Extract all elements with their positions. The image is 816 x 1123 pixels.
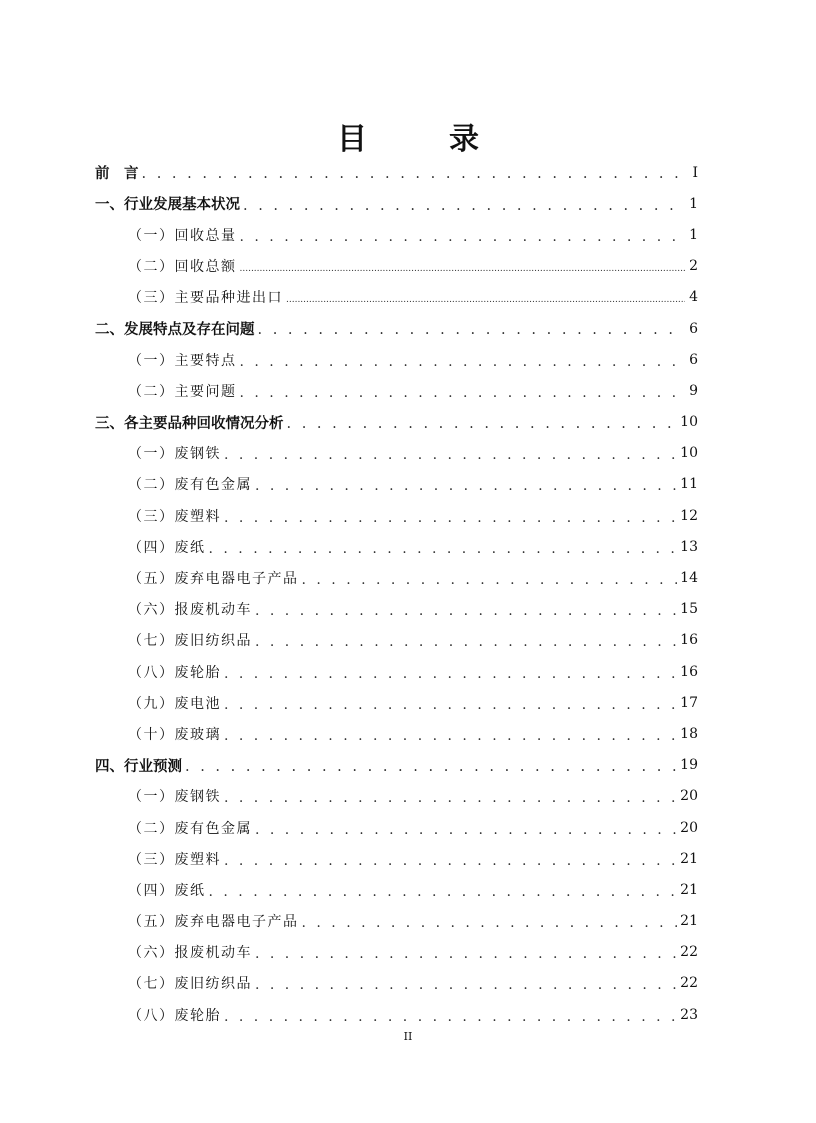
toc-section-entry[interactable] xyxy=(95,375,698,406)
toc-entry-page: 6 xyxy=(689,320,698,337)
toc-section-entry[interactable] xyxy=(95,625,698,656)
toc-section-entry[interactable] xyxy=(95,656,698,687)
toc-entry-page: 21 xyxy=(680,850,698,867)
toc-entry-label: （三）废塑料 xyxy=(128,851,221,868)
toc-entry-page: 16 xyxy=(680,632,698,649)
toc-entry-label: （一）主要特点 xyxy=(128,352,237,369)
toc-entry-page: 2 xyxy=(689,258,698,275)
toc-section-entry[interactable] xyxy=(95,718,698,749)
toc-entry-label: （一）废钢铁 xyxy=(128,789,221,806)
toc-leader-dots xyxy=(224,507,677,525)
toc-leader-dots xyxy=(287,413,678,432)
toc-entry-label: （十）废玻璃 xyxy=(128,726,221,743)
toc-section-entry[interactable] xyxy=(95,438,698,469)
toc-leader-dots xyxy=(255,819,677,837)
toc-entry-page: 17 xyxy=(680,694,698,711)
toc-entry-page: 23 xyxy=(680,1006,698,1023)
toc-section-entry[interactable] xyxy=(95,282,698,313)
toc-section-entry[interactable] xyxy=(95,812,698,843)
table-of-contents xyxy=(95,157,698,1030)
toc-section-entry[interactable] xyxy=(95,562,698,593)
toc-entry-page: 13 xyxy=(680,538,698,555)
toc-entry-label: （五）废弃电器电子产品 xyxy=(128,571,299,588)
toc-section-entry[interactable] xyxy=(95,344,698,375)
toc-entry-page: 20 xyxy=(680,819,698,836)
toc-entry-label: 三、各主要品种回收情况分析 xyxy=(95,415,284,432)
toc-chapter-entry[interactable] xyxy=(95,188,698,219)
toc-leader-dots xyxy=(255,631,677,649)
toc-entry-label: （二）废有色金属 xyxy=(128,477,252,494)
toc-entry-label: （七）废旧纺织品 xyxy=(128,976,252,993)
toc-leader-dots xyxy=(255,943,677,961)
toc-entry-page: 10 xyxy=(680,414,698,431)
toc-entry-page: I xyxy=(692,164,698,181)
toc-entry-page: 16 xyxy=(680,663,698,680)
toc-section-entry[interactable] xyxy=(95,968,698,999)
toc-chapter-entry[interactable] xyxy=(95,313,698,344)
toc-leader-dots xyxy=(209,881,678,899)
toc-entry-page: 20 xyxy=(680,788,698,805)
toc-section-entry[interactable] xyxy=(95,937,698,968)
toc-entry-label: （三）废塑料 xyxy=(128,508,221,525)
toc-entry-page: 15 xyxy=(680,601,698,618)
toc-leader-dots xyxy=(224,850,677,868)
toc-leader-dots xyxy=(185,756,677,775)
toc-section-entry[interactable] xyxy=(95,874,698,905)
toc-leader-dots xyxy=(258,319,686,338)
toc-entry-label: （六）报废机动车 xyxy=(128,602,252,619)
toc-entry-label: （七）废旧纺织品 xyxy=(128,633,252,650)
toc-chapter-entry[interactable] xyxy=(95,750,698,781)
toc-entry-page: 18 xyxy=(680,725,698,742)
toc-entry-label: （五）废弃电器电子产品 xyxy=(128,914,299,931)
toc-section-entry[interactable] xyxy=(95,781,698,812)
page-title: 目 录 xyxy=(337,122,505,157)
toc-entry-page: 10 xyxy=(680,445,698,462)
page-number: II xyxy=(403,1030,413,1043)
toc-entry-page: 22 xyxy=(680,944,698,961)
toc-entry-page: 9 xyxy=(689,382,698,399)
toc-section-entry[interactable] xyxy=(95,843,698,874)
toc-leader-dots xyxy=(255,475,677,493)
toc-entry-label: （二）废有色金属 xyxy=(128,820,252,837)
toc-entry-page: 21 xyxy=(680,881,698,898)
toc-leader-dots xyxy=(224,787,677,805)
toc-leader-dots xyxy=(224,694,677,712)
toc-entry-label: （四）废纸 xyxy=(128,882,206,899)
toc-leader-dots xyxy=(240,351,686,369)
toc-chapter-entry[interactable] xyxy=(95,157,698,188)
toc-leader-dots xyxy=(240,259,686,274)
toc-entry-label: （三）主要品种进出口 xyxy=(128,290,283,307)
toc-leader-dots xyxy=(224,725,677,743)
toc-leader-dots xyxy=(286,290,685,305)
toc-entry-label: 一、行业发展基本状况 xyxy=(95,197,240,214)
toc-entry-page: 11 xyxy=(680,476,698,493)
toc-entry-page: 14 xyxy=(680,570,698,587)
toc-section-entry[interactable] xyxy=(95,469,698,500)
toc-entry-page: 12 xyxy=(680,507,698,524)
toc-entry-page: 19 xyxy=(680,757,698,774)
toc-entry-page: 21 xyxy=(680,913,698,930)
toc-entry-label: （二）回收总额 xyxy=(128,259,237,276)
toc-entry-label: （一）废钢铁 xyxy=(128,446,221,463)
toc-entry-label: （二）主要问题 xyxy=(128,383,237,400)
toc-leader-dots xyxy=(224,663,677,681)
toc-entry-page: 6 xyxy=(689,351,698,368)
toc-leader-dots xyxy=(255,974,677,992)
toc-section-entry[interactable] xyxy=(95,251,698,282)
toc-entry-label: （九）废电池 xyxy=(128,695,221,712)
toc-section-entry[interactable] xyxy=(95,999,698,1030)
toc-entry-label: （八）废轮胎 xyxy=(128,1007,221,1024)
toc-leader-dots xyxy=(240,226,686,244)
toc-entry-label: 四、行业预测 xyxy=(95,758,182,775)
toc-entry-label: 二、发展特点及存在问题 xyxy=(95,322,255,339)
toc-leader-dots xyxy=(142,163,686,182)
toc-leader-dots xyxy=(302,569,678,587)
toc-section-entry[interactable] xyxy=(95,687,698,718)
toc-leader-dots xyxy=(209,538,678,556)
toc-leader-dots xyxy=(224,444,677,462)
toc-leader-dots xyxy=(243,195,685,214)
toc-section-entry[interactable] xyxy=(95,219,698,250)
toc-entry-label: 前 言 xyxy=(95,166,139,183)
toc-section-entry[interactable] xyxy=(95,531,698,562)
toc-section-entry[interactable] xyxy=(95,594,698,625)
toc-entry-page: 1 xyxy=(689,195,698,212)
toc-entry-label: （六）报废机动车 xyxy=(128,945,252,962)
toc-entry-page: 22 xyxy=(680,975,698,992)
toc-leader-dots xyxy=(255,600,677,618)
toc-section-entry[interactable] xyxy=(95,906,698,937)
toc-entry-label: （四）废纸 xyxy=(128,539,206,556)
toc-leader-dots xyxy=(224,1006,677,1024)
toc-section-entry[interactable] xyxy=(95,500,698,531)
toc-chapter-entry[interactable] xyxy=(95,407,698,438)
toc-entry-label: （一）回收总量 xyxy=(128,227,237,244)
toc-entry-page: 1 xyxy=(689,226,698,243)
toc-entry-page: 4 xyxy=(689,289,698,306)
toc-entry-label: （八）废轮胎 xyxy=(128,664,221,681)
toc-leader-dots xyxy=(302,912,678,930)
toc-leader-dots xyxy=(240,382,686,400)
